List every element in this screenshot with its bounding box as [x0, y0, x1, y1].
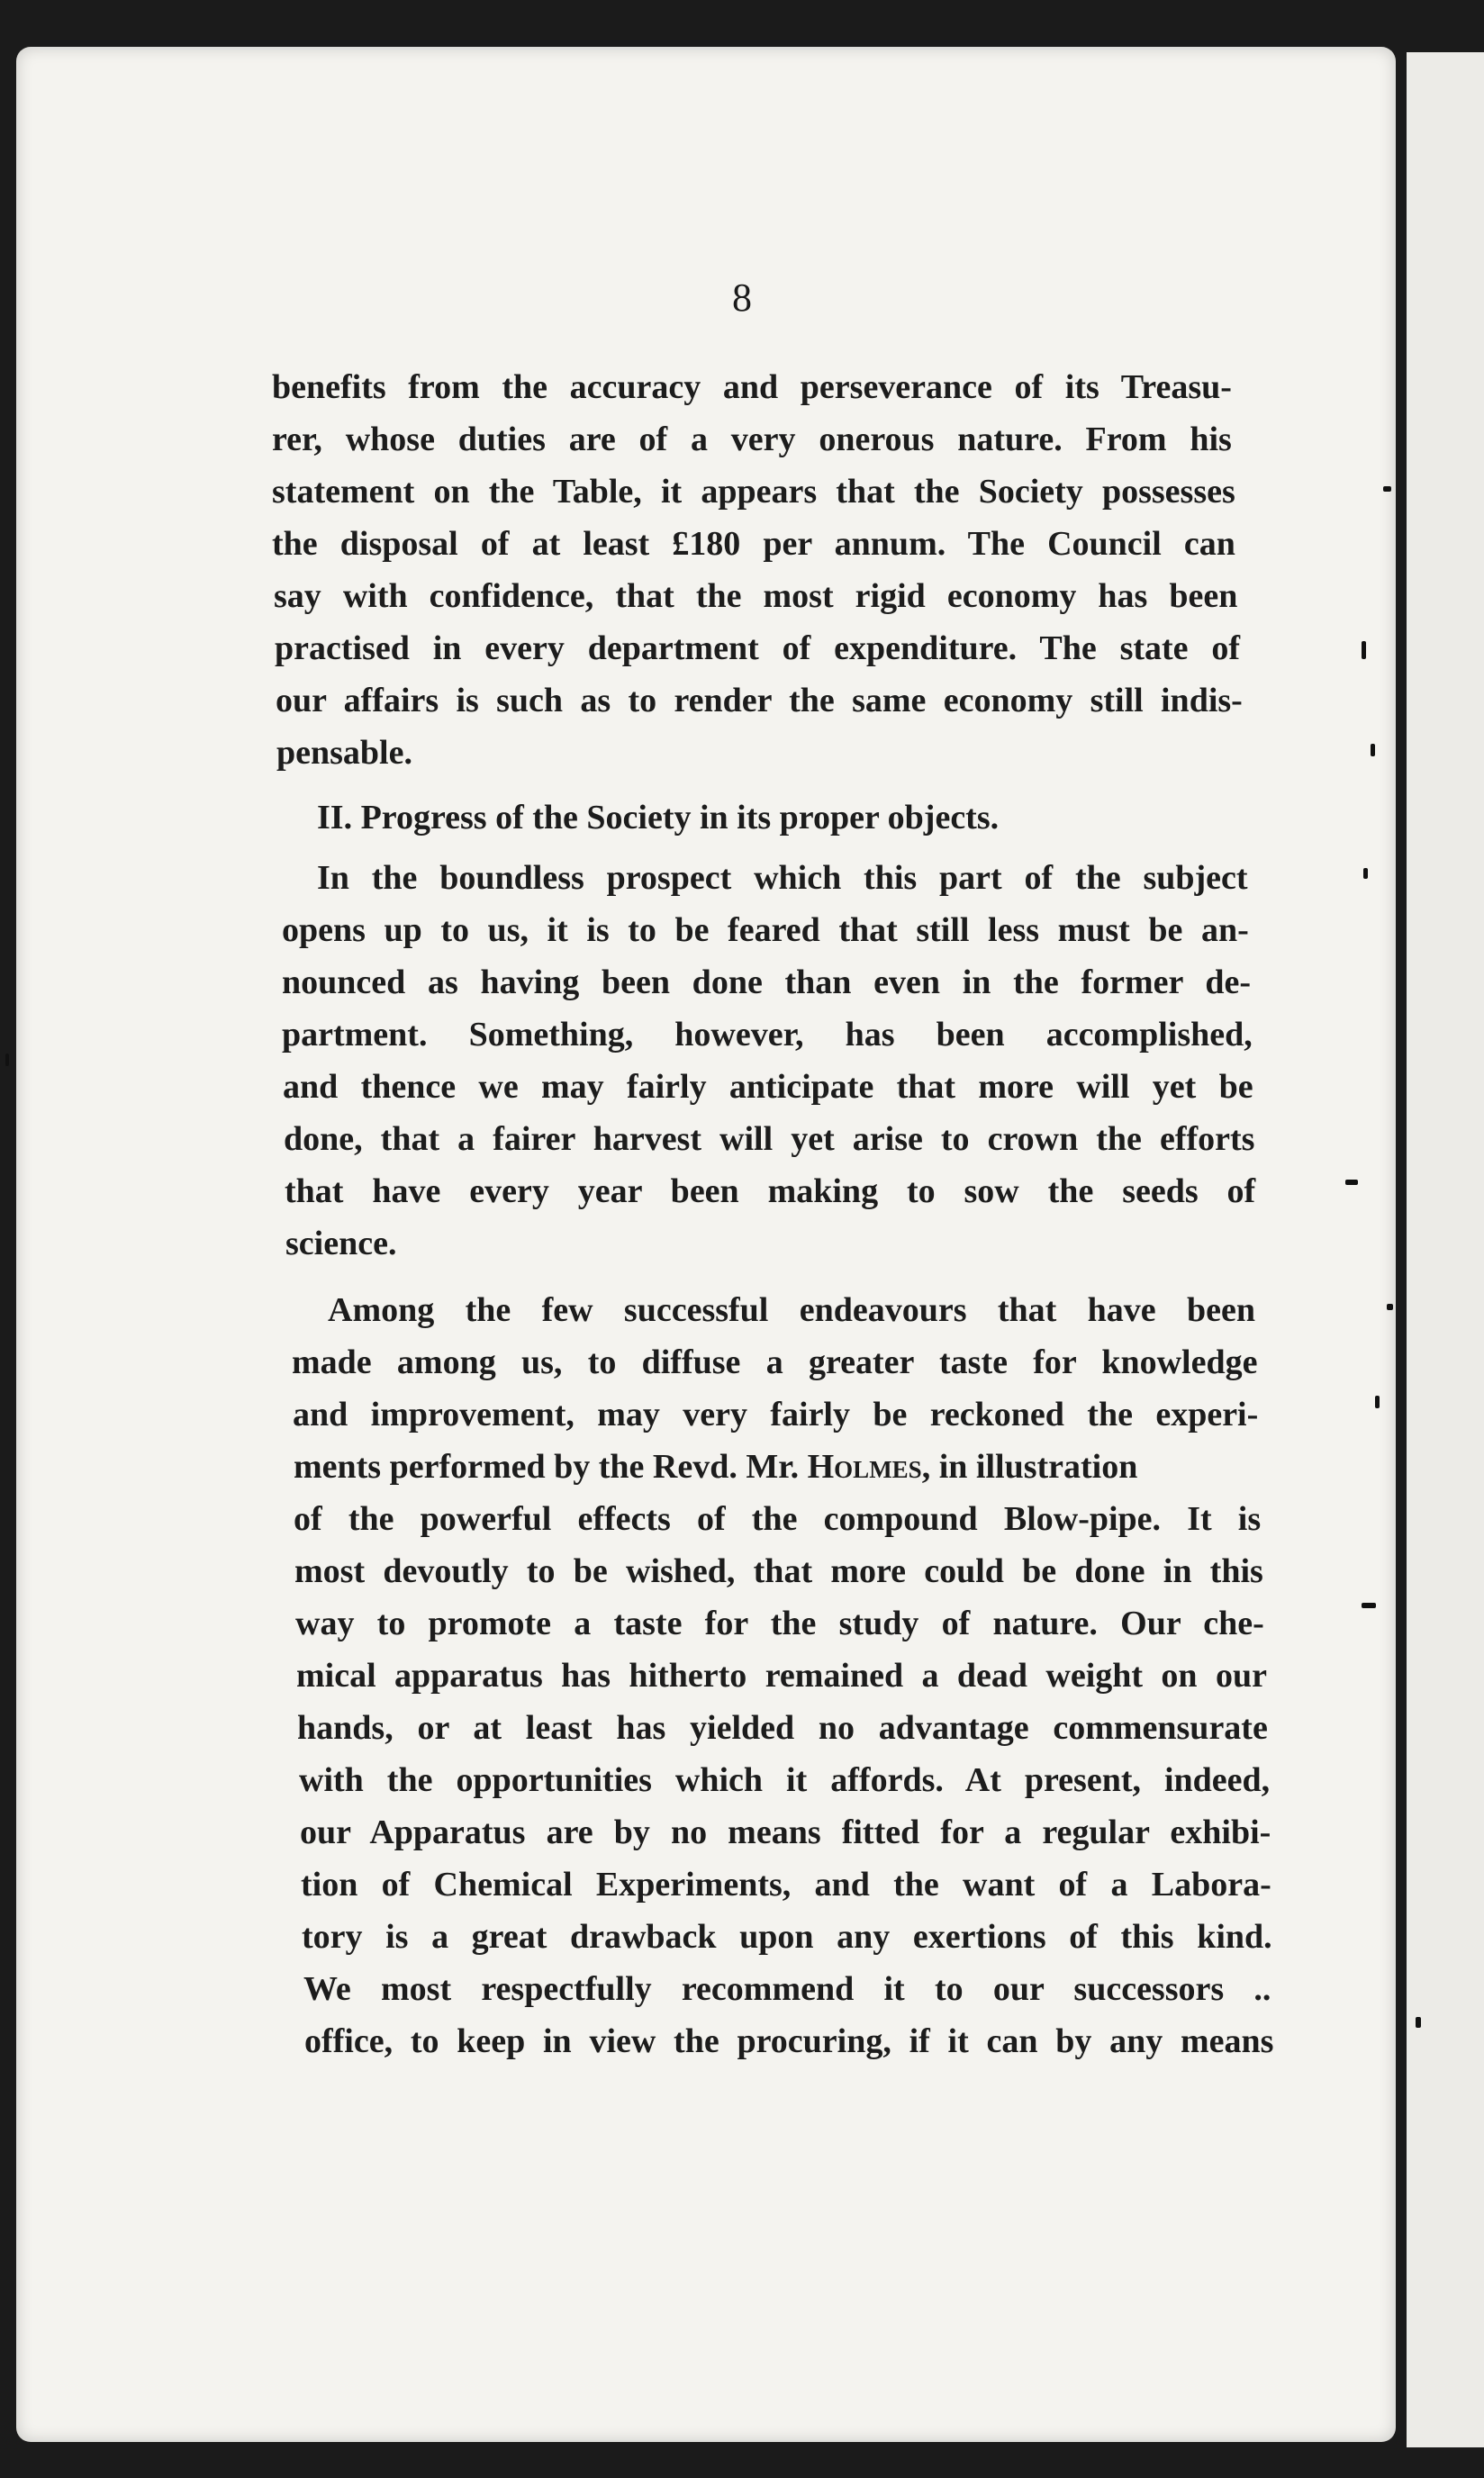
margin-speck	[1375, 1396, 1380, 1408]
text-line: partment. Something, however, has been accomplished,	[282, 1016, 1253, 1054]
text-line-start: ments performed by the Revd. Mr.	[294, 1448, 800, 1486]
text-line: of the powerful effects of the compound Blow-pipe. It is	[294, 1500, 1262, 1538]
margin-speck	[1362, 641, 1366, 659]
text-line: most devoutly to be wished, that more could be done in this	[294, 1552, 1263, 1590]
text-line: say with confidence, that the most rigid economy has been	[274, 577, 1238, 615]
text-line: tory is a great drawback upon any exertions of this kind.	[302, 1918, 1272, 1956]
text-line: practised in every department of expenditure. The state of	[275, 629, 1241, 667]
text-line-end: in illustration	[938, 1448, 1138, 1486]
text-line: tion of Chemical Experiments, and the want of a Labora-	[301, 1866, 1271, 1904]
text-line: rer, whose duties are of a very onerous nature. From his	[272, 421, 1232, 458]
margin-speck	[5, 1054, 9, 1066]
margin-speck	[1416, 2017, 1421, 2028]
section-heading: II. Progress of the Society in its proper objects.	[317, 799, 1000, 837]
book-page	[16, 47, 1396, 2442]
text-line: that have every year been making to sow the seeds of	[285, 1172, 1256, 1210]
text-line: with the opportunities which it affords. At present, indeed,	[299, 1761, 1271, 1799]
text-line: our Apparatus are by no means fitted for a regular exhibi-	[300, 1813, 1271, 1851]
page-number: 8	[732, 276, 752, 320]
margin-speck	[1363, 868, 1368, 879]
margin-speck	[1362, 1603, 1376, 1608]
text-line: office, to keep in view the procuring, if it can by any means	[304, 2022, 1274, 2060]
text-line: our affairs is such as to render the same economy still indis-	[276, 682, 1243, 719]
margin-speck	[1345, 1180, 1358, 1185]
margin-speck	[1387, 1304, 1393, 1310]
text-line: made among us, to diffuse a greater taste for knowledge	[292, 1343, 1258, 1381]
text-line: pensable.	[276, 734, 412, 772]
margin-speck	[1371, 744, 1375, 756]
margin-speck	[1383, 486, 1391, 492]
text-line: statement on the Table, it appears that the Society possesses	[272, 473, 1235, 511]
text-line: and improvement, may very fairly be reckoned the experi-	[293, 1396, 1259, 1433]
adjacent-page-edge	[1407, 52, 1484, 2447]
text-line: done, that a fairer harvest will yet arise to crown the efforts	[284, 1120, 1255, 1158]
name-holmes: Holmes,	[807, 1448, 931, 1486]
text-line: Among the few successful endeavours that have been	[328, 1291, 1256, 1329]
text-line: mical apparatus has hitherto remained a dead weight on our	[296, 1657, 1267, 1695]
text-line: hands, or at least has yielded no advantage commensurate	[297, 1709, 1268, 1747]
text-line: and thence we may fairly anticipate that more will yet be	[283, 1068, 1253, 1106]
text-line: In the boundless prospect which this part of the subject	[317, 859, 1248, 897]
text-line: benefits from the accuracy and perseverance of its Treasu-	[272, 368, 1232, 406]
text-line: the disposal of at least £180 per annum. The Council can	[272, 525, 1235, 563]
text-line: way to promote a taste for the study of nature. Our che-	[295, 1605, 1264, 1642]
text-line	[294, 1450, 1137, 1484]
text-line: We most respectfully recommend it to our successors ..	[303, 1970, 1271, 2008]
text-line: science.	[285, 1225, 397, 1262]
text-line: nounced as having been done than even in the former de-	[282, 963, 1252, 1001]
text-line: opens up to us, it is to be feared that still less must be an-	[282, 911, 1249, 949]
